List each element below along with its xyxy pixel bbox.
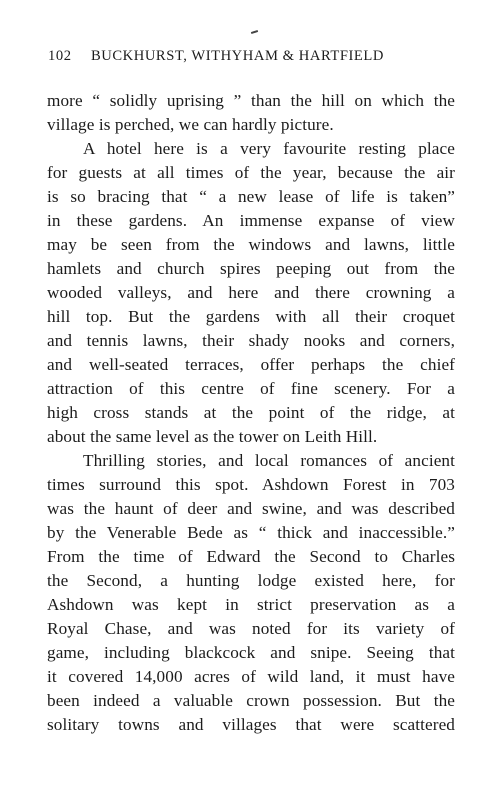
text-line: game, including blackcock and snipe. Seeing that [47,643,455,662]
text-line: the Second, a hunting lodge existed here, for [47,571,455,590]
text-line: was the haunt of deer and swine, and was described [47,499,455,518]
text-line: high cross stands at the point of the ridge, at [47,403,455,422]
page-number: 102 [48,48,72,64]
text-line: hill top. But the gardens with all their croquet [47,307,455,326]
text-line: is so bracing that “ a new lease of life is taken” [47,187,455,206]
text-line: From the time of Edward the Second to Charles [47,547,455,566]
text-line: by the Venerable Bede as “ thick and inaccessible.” [47,523,455,542]
text-line: solitary towns and villages that were scattered [47,715,455,734]
running-head: BUCKHURST, WITHYHAM & HARTFIELD [91,48,384,64]
print-mark [251,30,258,34]
text-line: it covered 14,000 acres of wild land, it must have [47,667,455,686]
text-line: more “ solidly uprising ” than the hill on which the [47,91,455,110]
text-line: about the same level as the tower on Leith Hill. [47,427,378,446]
text-line: times surround this spot. Ashdown Forest in 703 [47,475,455,494]
text-line: may be seen from the windows and lawns, little [47,235,455,254]
text-line: A hotel here is a very favourite resting place [83,139,455,158]
text-line: attraction of this centre of fine scenery. For a [47,379,455,398]
text-line: Thrilling stories, and local romances of ancient [83,451,455,470]
text-line: been indeed a valuable crown possession. But the [47,691,455,710]
text-line: and tennis lawns, their shady nooks and corners, [47,331,455,350]
text-line: and well-seated terraces, offer perhaps the chief [47,355,455,374]
text-line: Royal Chase, and was noted for its variety of [47,619,455,638]
text-line: hamlets and church spires peeping out from the [47,259,455,278]
text-line: Ashdown was kept in strict preservation as a [47,595,455,614]
page-header [48,48,458,72]
text-line: for guests at all times of the year, because the air [47,163,455,182]
text-line: in these gardens. An immense expanse of view [47,211,455,230]
text-line: wooded valleys, and here and there crowning a [47,283,455,302]
text-line: village is perched, we can hardly picture. [47,115,334,134]
